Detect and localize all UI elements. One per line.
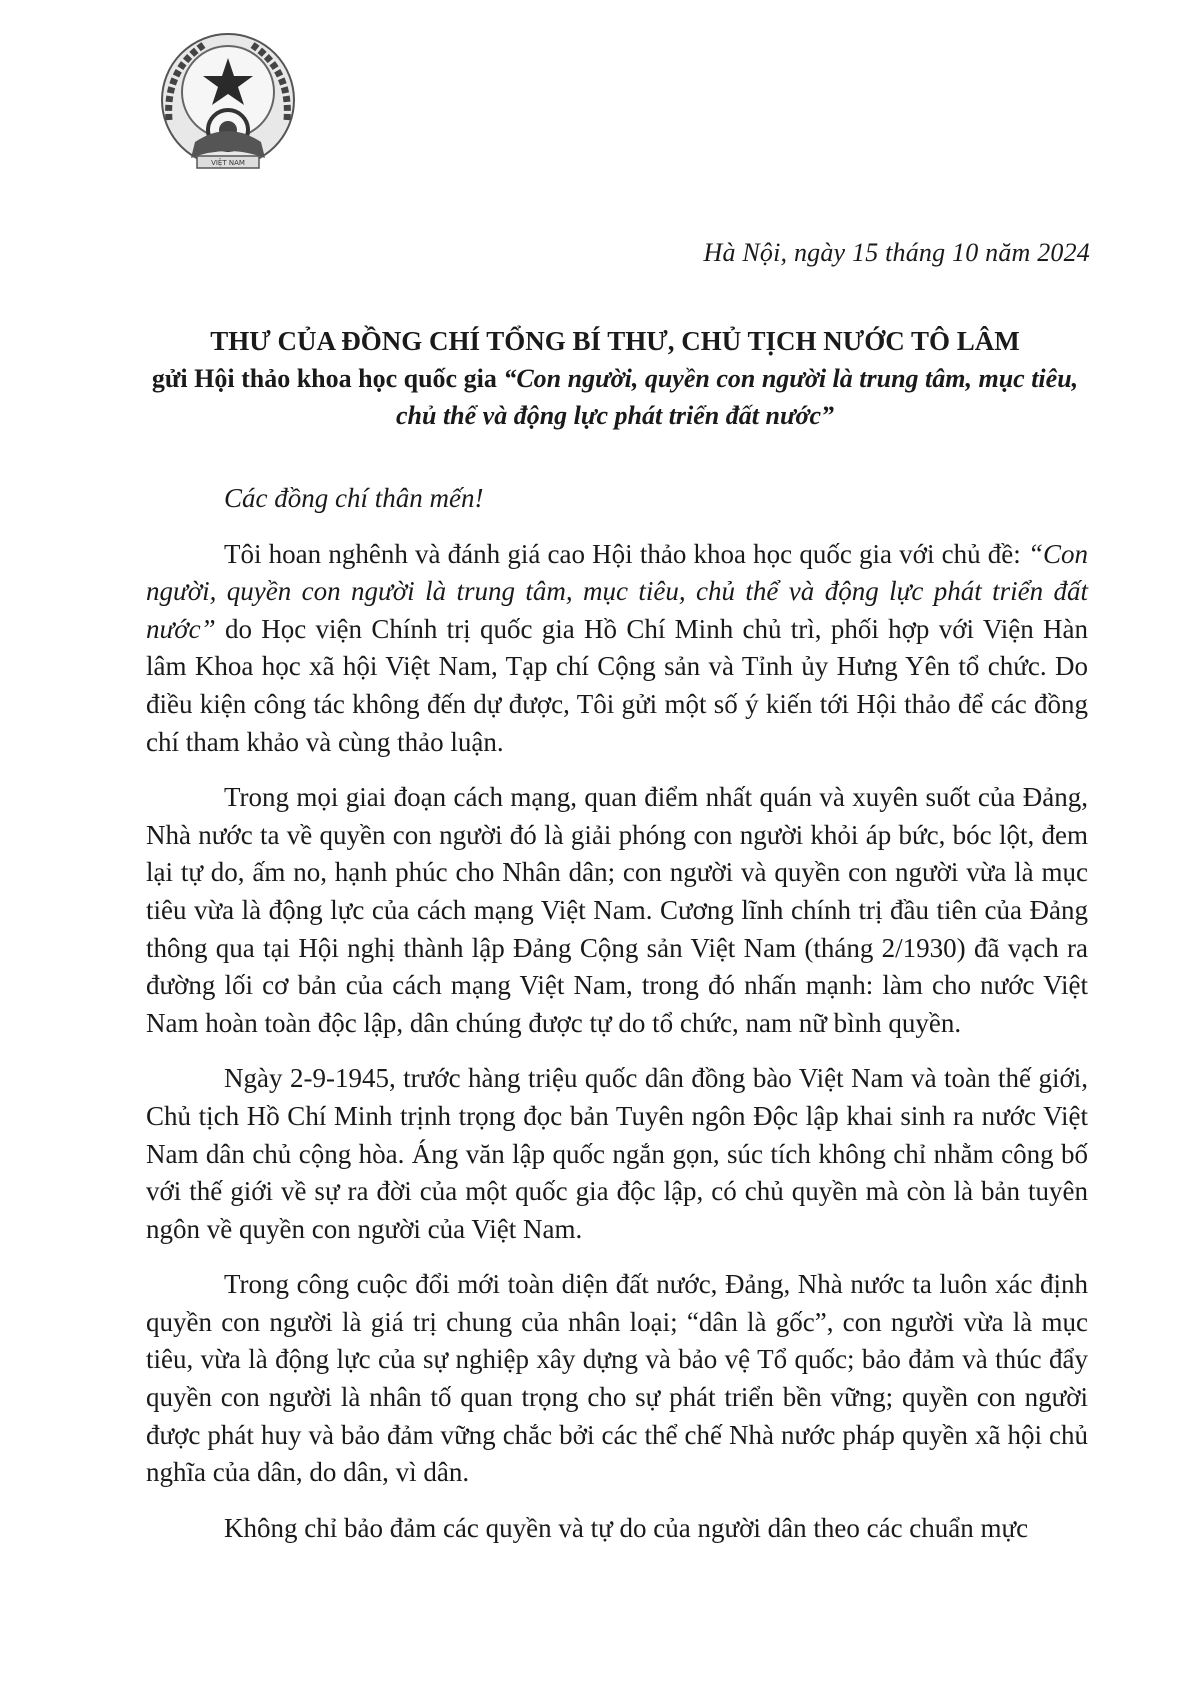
letter-body [146,480,1088,1565]
letter-title [140,322,1090,434]
title-sub-quote: “Con người, quyền con người là trung tâm, mục tiêu, chủ thể và động lực phát triển đất nước” [395,364,1079,430]
p1-quote: “Con người, quyền con người là trung tâm, mục tiêu, chủ thể và động lực phát triển đất nước” [146,538,1088,644]
p1-start: Tôi hoan nghênh và đánh giá cao Hội thảo khoa học quốc gia với chủ đề: [224,538,1028,569]
paragraph-4: Trong công cuộc đổi mới toàn diện đất nước, Đảng, Nhà nước ta luôn xác định quyền con người là giá trị chung của nhân loại; “dân là gốc”, con người vừa là mục tiêu, vừa là động lực của sự nghiệp xây dựng và bảo vệ Tổ quốc; bảo đảm và thúc đẩy quyền con người là nhân tố quan trọng cho sự phát triển bền vững; quyền con người được phát huy và bảo đảm vững chắc bởi các thể chế Nhà nước pháp quyền xã hội chủ nghĩa của dân, do dân, vì dân. [146,1269,1088,1488]
letter-date: Hà Nội, ngày 15 tháng 10 năm 2024 [703,238,1090,267]
title-sub [140,360,1090,434]
paragraph-2: Trong mọi giai đoạn cách mạng, quan điểm nhất quán và xuyên suốt của Đảng, Nhà nước ta về quyền con người đó là giải phóng con người khỏi áp bức, bóc lột, đem lại tự do, ấm no, hạnh phúc cho Nhân dân; con người và quyền con người vừa là mục tiêu vừa là động lực của cách mạng Việt Nam. Cương lĩnh chính trị đầu tiên của Đảng thông qua tại Hội nghị thành lập Đảng Cộng sản Việt Nam (tháng 2/1930) đã vạch ra đường lối cơ bản của cách mạng Việt Nam, trong đó nhấn mạnh: làm cho nước Việt Nam hoàn toàn độc lập, dân chúng được tự do tổ chức, nam nữ bình quyền. [146,782,1088,1038]
title-main: THƯ CỦA ĐỒNG CHÍ TỔNG BÍ THƯ, CHỦ TỊCH NƯỚC TÔ LÂM [210,326,1020,356]
paragraph-5: Không chỉ bảo đảm các quyền và tự do của người dân theo các chuẩn mực [224,1512,1029,1543]
emblem-text: VIỆT NAM [211,159,245,167]
title-sub-prefix: gửi Hội thảo khoa học quốc gia [151,364,504,393]
greeting: Các đồng chí thân mến! [224,483,484,513]
paragraph-1 [146,536,1088,762]
paragraph-3: Ngày 2-9-1945, trước hàng triệu quốc dân đồng bào Việt Nam và toàn thế giới, Chủ tịch Hồ Chí Minh trịnh trọng đọc bản Tuyên ngôn Độc lập khai sinh ra nước Việt Nam dân chủ cộng hòa. Áng văn lập quốc ngắn gọn, súc tích không chỉ nhằm công bố với thế giới về sự ra đời của một quốc gia độc lập, có chủ quyền mà còn là bản tuyên ngôn về quyền con người của Việt Nam. [146,1063,1088,1244]
national-emblem-icon [155,30,301,176]
p1-end: do Học viện Chính trị quốc gia Hồ Chí Minh chủ trì, phối hợp với Viện Hàn lâm Khoa học xã hội Việt Nam, Tạp chí Cộng sản và Tỉnh ủy Hưng Yên tổ chức. Do điều kiện công tác không đến dự được, Tôi gửi một số ý kiến tới Hội thảo để các đồng chí tham khảo và cùng thảo luận. [146,613,1088,757]
